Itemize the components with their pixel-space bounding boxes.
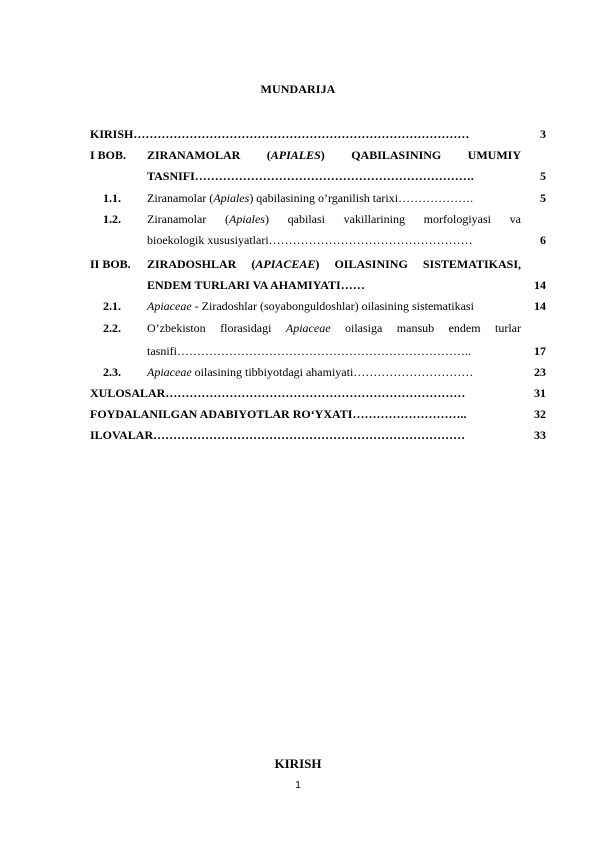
- section-title-line2: bioekologik xususiyatlari……………………………………………: [147, 233, 473, 247]
- toc-entry-ilovalar: [90, 427, 546, 443]
- chapter-number: II BOB.: [90, 257, 131, 271]
- toc-page-number: 23: [534, 365, 546, 379]
- chapter-number: I BOB.: [90, 148, 127, 162]
- chapter-title-line2: ENDEM TURLARI VA AHAMIYATI……: [147, 278, 365, 292]
- section-number: 2.1.: [103, 299, 121, 313]
- toc-entry-text: KIRISH…………………………………………………………………………: [90, 127, 470, 141]
- next-section-heading: KIRISH: [274, 756, 322, 771]
- toc-title: MUNDARIJA: [260, 82, 336, 96]
- toc-page-number: 14: [534, 299, 546, 313]
- section-number: 1.2.: [103, 212, 121, 226]
- toc-page-number: 14: [534, 278, 546, 292]
- section-number: 1.1.: [103, 191, 121, 205]
- section-title: Apiaceae - Ziradoshlar (soyabonguldoshlar) oilasining sistematikasi: [147, 299, 474, 313]
- toc-entry-xulosalar: [90, 385, 546, 401]
- toc-page-number: 5: [540, 191, 546, 205]
- toc-page-number: 5: [540, 169, 546, 183]
- section-number: 2.2.: [103, 321, 121, 335]
- chapter-title-line1: ZIRANAMOLAR (APIALES) QABILASINING UMUMIY: [147, 148, 521, 162]
- toc-page-number: 31: [534, 386, 546, 400]
- chapter-title-line2: TASNIFI…………………………………………………………….: [147, 169, 474, 183]
- toc-entry-kirish: [90, 126, 546, 142]
- toc-page-number: 3: [540, 127, 546, 141]
- page-number: 1: [295, 780, 301, 791]
- toc-entry-bob1: [90, 147, 546, 187]
- toc-entry-text: ILOVALAR……………………………………………………………………: [90, 428, 466, 442]
- toc-page-number: 17: [534, 344, 546, 358]
- toc-page-number: 32: [534, 407, 546, 421]
- toc-page-number: 6: [540, 233, 546, 247]
- toc-entry-text: FOYDALANILGAN ADABIYOTLAR RO‘YXATI………………………..: [90, 407, 467, 421]
- toc-entry-2-2: [90, 320, 546, 360]
- toc-entry-adabiyotlar: [90, 406, 546, 422]
- toc-entry-bob2: [90, 256, 546, 296]
- chapter-title-line1: ZIRADOSHLAR (APIACEAE) OILASINING SISTEMATIKASI,: [147, 257, 521, 271]
- section-title-line1: O’zbekiston florasidagi Apiaceae oilasiga mansub endem turlar: [147, 321, 521, 335]
- section-title: Ziranamolar (Apiales) qabilasining o’rganilish tarixi……………….: [147, 191, 474, 205]
- toc-page-number: 33: [534, 428, 546, 442]
- section-number: 2.3.: [103, 365, 121, 379]
- section-title-line1: Ziranamolar (Apiales) qabilasi vakillarining morfologiyasi va: [147, 212, 521, 226]
- section-title-line2: tasnifi………………………………………………………………..: [147, 344, 471, 358]
- toc-entry-1-2: [90, 211, 546, 251]
- toc-entry-text: XULOSALAR…………………………………………………………………: [90, 386, 466, 400]
- section-title: Apiaceae oilasining tibbiyotdagi ahamiyati…………………………: [147, 365, 474, 379]
